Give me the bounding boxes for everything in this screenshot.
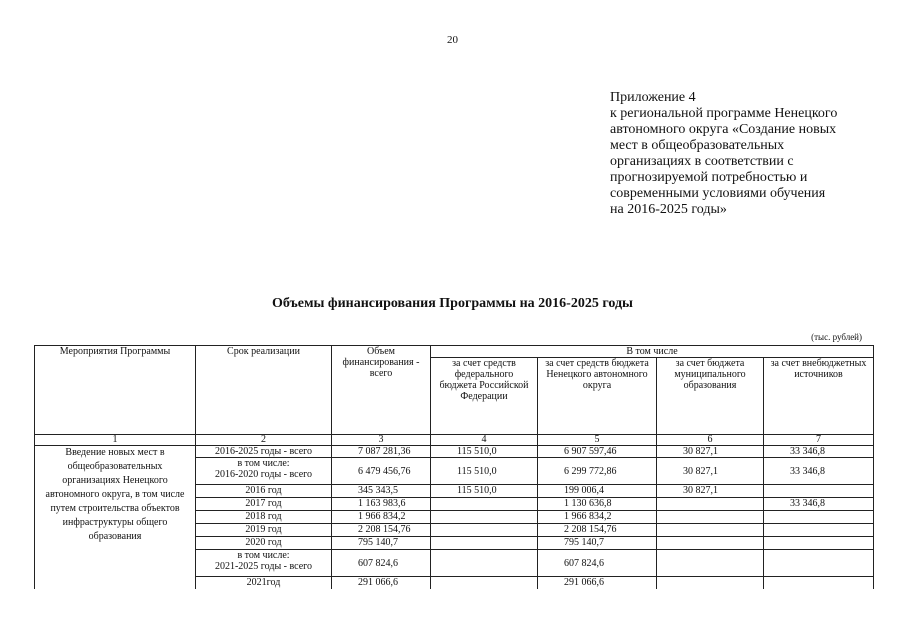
total-cell: 607 824,6: [332, 550, 431, 577]
period-range: 2016-2020 годы - всего: [214, 469, 313, 480]
federal-cell: [431, 511, 538, 524]
extrabudget-cell: [764, 511, 874, 524]
appendix-line: Приложение 4: [610, 90, 696, 105]
municipal-cell: [657, 524, 764, 537]
federal-cell: [431, 498, 538, 511]
extrabudget-cell: [764, 524, 874, 537]
total-cell: 6 479 456,76: [332, 458, 431, 485]
period-label: в том числе:: [237, 550, 290, 561]
appendix-line: к региональной программе Ненецкого: [610, 106, 838, 121]
municipal-cell: 30 827,1: [657, 446, 764, 458]
federal-cell: [431, 550, 538, 577]
header-extrabudget: за счет внебюджетных источников: [764, 358, 874, 435]
appendix-line: автономного округа «Создание новых: [610, 122, 837, 137]
appendix-line: мест в общеобразовательных: [610, 138, 785, 153]
regional-cell: 291 066,6: [538, 577, 657, 590]
total-cell: 2 208 154,76: [332, 524, 431, 537]
header-period: Срок реализации: [196, 346, 332, 435]
municipal-cell: [657, 498, 764, 511]
table-row: [35, 446, 874, 458]
period-label: в том числе:: [237, 458, 290, 469]
extrabudget-cell: 33 346,8: [764, 446, 874, 458]
header-including: В том числе: [431, 346, 874, 358]
appendix-line: организациях в соответствии с: [610, 154, 794, 169]
regional-cell: 6 907 597,46: [538, 446, 657, 458]
financing-table: [34, 345, 874, 589]
header-municipal: за счет бюджета муниципального образования: [657, 358, 764, 435]
appendix-line: прогнозируемой потребностью и: [610, 170, 808, 185]
appendix-line: на 2016-2025 годы»: [610, 202, 727, 217]
municipal-cell: 30 827,1: [657, 485, 764, 498]
regional-cell: 607 824,6: [538, 550, 657, 577]
federal-cell: 115 510,0: [431, 485, 538, 498]
header-row-top: [35, 346, 874, 358]
total-cell: 1 163 983,6: [332, 498, 431, 511]
extrabudget-cell: 33 346,8: [764, 498, 874, 511]
header-activities: Мероприятия Программы: [35, 346, 196, 435]
regional-cell: 6 299 772,86: [538, 458, 657, 485]
period-cell: 2021год: [196, 577, 332, 590]
column-number: 3: [332, 435, 431, 446]
municipal-cell: [657, 537, 764, 550]
total-cell: 345 343,5: [332, 485, 431, 498]
period-cell: 2018 год: [196, 511, 332, 524]
column-number: 2: [196, 435, 332, 446]
column-number: 7: [764, 435, 874, 446]
municipal-cell: [657, 550, 764, 577]
period-cell: 2017 год: [196, 498, 332, 511]
column-number: 1: [35, 435, 196, 446]
period-cell: 2019 год: [196, 524, 332, 537]
header-regional: за счет средств бюджета Ненецкого автономного округа: [538, 358, 657, 435]
municipal-cell: [657, 511, 764, 524]
regional-cell: 795 140,7: [538, 537, 657, 550]
header-federal: за счет средств федерального бюджета Российской Федерации: [431, 358, 538, 435]
period-cell: 2020 год: [196, 537, 332, 550]
regional-cell: 199 006,4: [538, 485, 657, 498]
period-cell: 2016 год: [196, 485, 332, 498]
extrabudget-cell: [764, 577, 874, 590]
appendix-line: современными условиями обучения: [610, 186, 826, 201]
column-number: 6: [657, 435, 764, 446]
regional-cell: 1 966 834,2: [538, 511, 657, 524]
page-number: 20: [447, 34, 458, 46]
extrabudget-cell: [764, 550, 874, 577]
federal-cell: 115 510,0: [431, 446, 538, 458]
municipal-cell: [657, 577, 764, 590]
extrabudget-cell: [764, 485, 874, 498]
period-cell: [196, 550, 332, 577]
units-note: (тыс. рублей): [811, 332, 862, 342]
column-number-row: [35, 435, 874, 446]
document-title: Объемы финансирования Программы на 2016-2025 годы: [272, 296, 633, 311]
activity-cell: Введение новых мест в общеобразовательных организациях Ненецкого автономного округа, в том числе путем строительства объектов инфраструктуры общего образования: [35, 446, 196, 590]
period-range: 2021-2025 годы - всего: [214, 561, 313, 572]
column-number: 5: [538, 435, 657, 446]
total-cell: 1 966 834,2: [332, 511, 431, 524]
municipal-cell: 30 827,1: [657, 458, 764, 485]
column-number: 4: [431, 435, 538, 446]
federal-cell: 115 510,0: [431, 458, 538, 485]
federal-cell: [431, 524, 538, 537]
total-cell: 291 066,6: [332, 577, 431, 590]
period-cell: [196, 458, 332, 485]
federal-cell: [431, 577, 538, 590]
appendix-note: [610, 90, 870, 218]
extrabudget-cell: 33 346,8: [764, 458, 874, 485]
total-cell: 795 140,7: [332, 537, 431, 550]
regional-cell: 2 208 154,76: [538, 524, 657, 537]
regional-cell: 1 130 636,8: [538, 498, 657, 511]
header-total: Объем финансирования - всего: [332, 346, 431, 435]
period-cell: 2016-2025 годы - всего: [196, 446, 332, 458]
extrabudget-cell: [764, 537, 874, 550]
total-cell: 7 087 281,36: [332, 446, 431, 458]
federal-cell: [431, 537, 538, 550]
